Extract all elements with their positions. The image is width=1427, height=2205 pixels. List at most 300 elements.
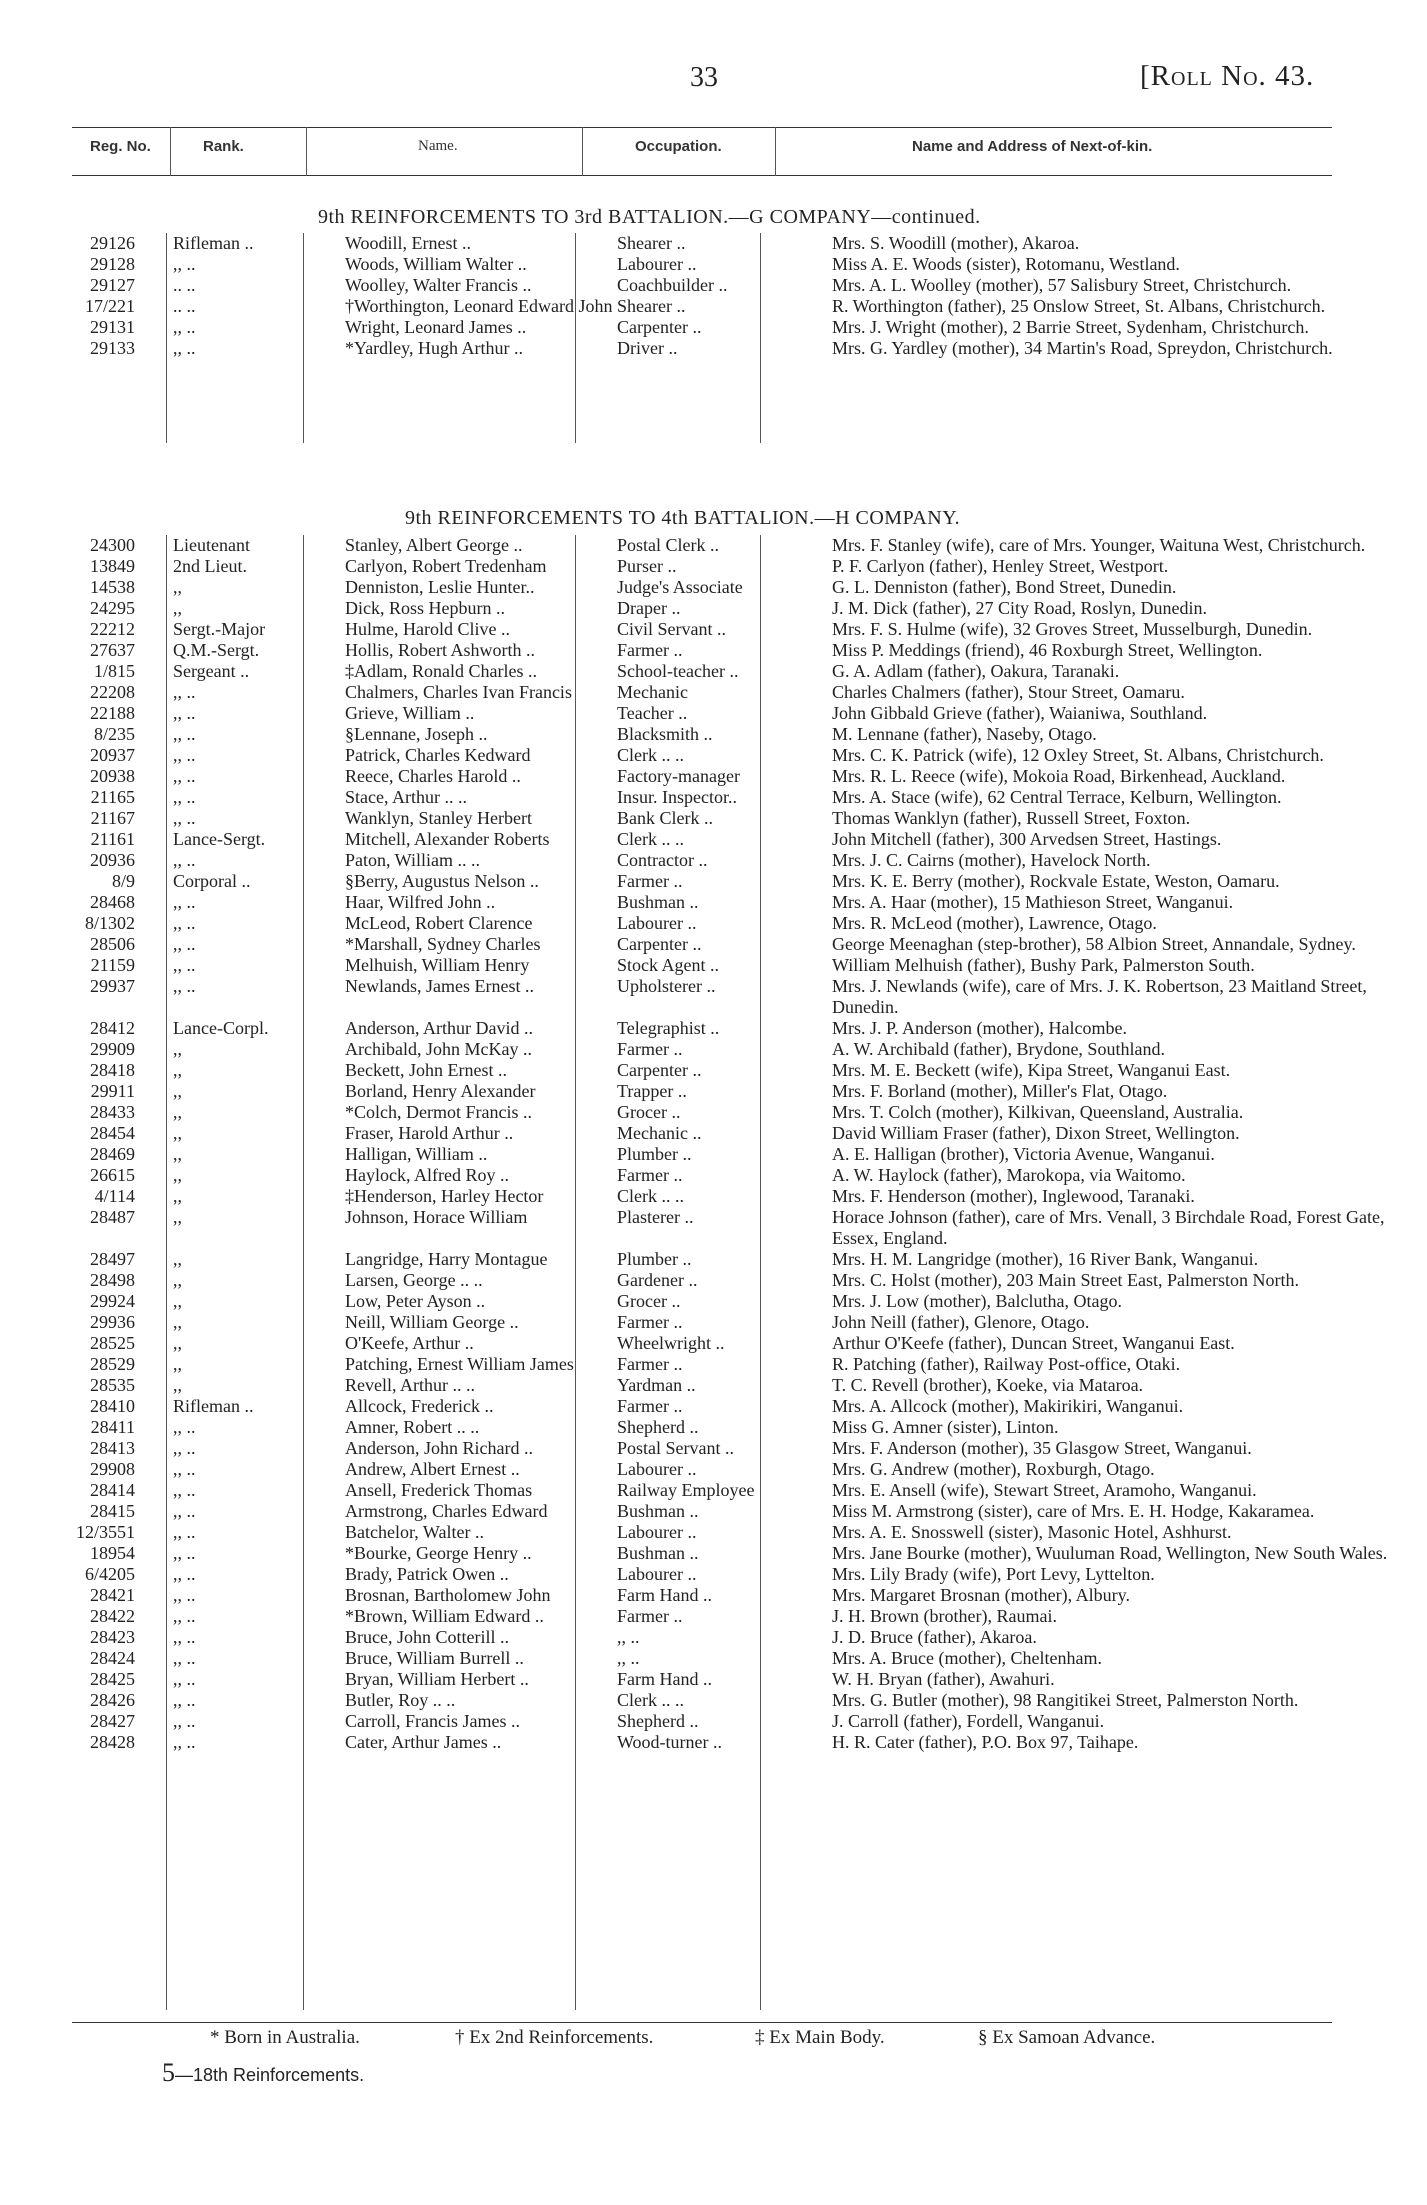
table-row [0,766,1427,787]
table-row [0,1438,1427,1459]
next-of-kin: Charles Chalmers (father), Stour Street, Oamaru. [832,682,1185,702]
next-of-kin: G. L. Denniston (father), Bond Street, Dunedin. [832,577,1177,597]
reg-number: 28422 [90,1606,135,1626]
table-row [0,787,1427,808]
reg-number: 28497 [90,1249,135,1269]
soldier-name: *Colch, Dermot Francis .. [345,1102,532,1122]
rank: ,, [173,1207,182,1227]
next-of-kin: Miss A. E. Woods (sister), Rotomanu, Westland. [832,254,1180,274]
table-row [0,1375,1427,1396]
next-of-kin: John Mitchell (father), 300 Arvedsen Street, Hastings. [832,829,1222,849]
rank: ,, .. [173,1585,196,1605]
rank: ,, [173,1123,182,1143]
rank: ,, [173,1144,182,1164]
occupation: Labourer .. [617,1522,697,1542]
soldier-name: Borland, Henry Alexander [345,1081,536,1101]
occupation: Plumber .. [617,1144,692,1164]
soldier-name: Armstrong, Charles Edward [345,1501,548,1521]
reg-number: 29911 [90,1081,135,1101]
rank: .. .. [173,275,196,295]
soldier-name: Neill, William George .. [345,1312,519,1332]
soldier-name: Anderson, John Richard .. [345,1438,533,1458]
rank: ,, [173,1249,182,1269]
soldier-name: Archibald, John McKay .. [345,1039,532,1059]
soldier-name: Low, Peter Ayson .. [345,1291,486,1311]
column-header-kin: Name and Address of Next-of-kin. [912,138,1153,155]
reg-number: 8/9 [111,871,135,891]
rank: Sergeant .. [173,661,250,681]
rank: Corporal .. [173,871,251,891]
soldier-name: Dick, Ross Hepburn .. [345,598,505,618]
occupation: ,, .. [617,1648,640,1668]
occupation: Bushman .. [617,1543,699,1563]
soldier-name: *Bourke, George Henry .. [345,1543,532,1563]
next-of-kin: M. Lennane (father), Naseby, Otago. [832,724,1097,744]
occupation: Coachbuilder .. [617,275,728,295]
printer-batch-mark [162,2058,364,2088]
table-row [0,1543,1427,1564]
rank: .. .. [173,296,196,316]
reg-number: 28529 [90,1354,135,1374]
next-of-kin: R. Worthington (father), 25 Onslow Street, St. Albans, Christchurch. [832,296,1326,316]
table-row [0,1648,1427,1669]
reg-number: 28424 [90,1648,135,1668]
table-row [0,1186,1427,1207]
reg-number: 28487 [90,1207,135,1227]
reg-number: 28427 [90,1711,135,1731]
table-row [0,1396,1427,1417]
footnote-born-australia: * Born in Australia. [210,2027,360,2048]
occupation: Mechanic .. [617,1123,702,1143]
occupation: Purser .. [617,556,677,576]
rank: ,, [173,1102,182,1122]
table-row [0,850,1427,871]
table-row [0,640,1427,661]
soldier-name: Johnson, Horace William [345,1207,528,1227]
rank: ,, .. [173,317,196,337]
next-of-kin: Mrs. F. Borland (mother), Miller's Flat, Otago. [832,1081,1168,1101]
section-title: 9th REINFORCEMENTS TO 4th BATTALION.—H COMPANY. [405,507,961,529]
next-of-kin: Mrs. R. L. Reece (wife), Mokoia Road, Birkenhead, Auckland. [832,766,1286,786]
reg-number: 12/3551 [75,1522,135,1542]
next-of-kin: John Neill (father), Glenore, Otago. [832,1312,1090,1332]
rank: ,, .. [173,1606,196,1626]
rank: ,, [173,1354,182,1374]
batch-number: 5 [162,2058,175,2087]
rank: ,, .. [173,1564,196,1584]
occupation: Grocer .. [617,1102,681,1122]
occupation: Farmer .. [617,1039,683,1059]
rank: Rifleman .. [173,233,254,253]
rank: ,, [173,1291,182,1311]
next-of-kin: P. F. Carlyon (father), Henley Street, Westport. [832,556,1169,576]
reg-number: 28426 [90,1690,135,1710]
next-of-kin: Miss M. Armstrong (sister), care of Mrs. E. H. Hodge, Kakaramea. [832,1501,1315,1521]
table-row [0,682,1427,703]
next-of-kin: Mrs. M. E. Beckett (wife), Kipa Street, Wanganui East. [832,1060,1231,1080]
rank: Rifleman .. [173,1396,254,1416]
next-of-kin: Mrs. K. E. Berry (mother), Rockvale Estate, Weston, Oamaru. [832,871,1280,891]
next-of-kin: A. E. Halligan (brother), Victoria Avenue, Wanganui. [832,1144,1215,1164]
table-row [0,1606,1427,1627]
occupation: Bank Clerk .. [617,808,713,828]
next-of-kin: Mrs. A. Bruce (mother), Cheltenham. [832,1648,1102,1668]
table-row [0,892,1427,913]
footer-rule [72,2022,1332,2023]
reg-number: 28410 [90,1396,135,1416]
next-of-kin: R. Patching (father), Railway Post-office, Otaki. [832,1354,1181,1374]
table-row [0,661,1427,682]
column-header-occupation: Occupation. [635,138,722,155]
table-row [0,233,1427,254]
occupation: Shepherd .. [617,1417,699,1437]
next-of-kin: J. H. Brown (brother), Raumai. [832,1606,1057,1626]
rank: Lance-Corpl. [173,1018,269,1038]
next-of-kin: Mrs. Jane Bourke (mother), Wuuluman Road, Wellington, New South Wales. [832,1543,1388,1563]
header-divider [582,127,583,176]
soldier-name: Carroll, Francis James .. [345,1711,520,1731]
rank: Lieutenant [173,535,250,555]
next-of-kin: Mrs. T. Colch (mother), Kilkivan, Queensland, Australia. [832,1102,1244,1122]
reg-number: 1/815 [93,661,135,681]
next-of-kin: Thomas Wanklyn (father), Russell Street, Foxton. [832,808,1191,828]
next-of-kin: Mrs. G. Andrew (mother), Roxburgh, Otago. [832,1459,1155,1479]
reg-number: 8/235 [93,724,135,744]
reg-number: 28428 [90,1732,135,1752]
soldier-name: Andrew, Albert Ernest .. [345,1459,520,1479]
next-of-kin: T. C. Revell (brother), Koeke, via Mataroa. [832,1375,1144,1395]
occupation: Clerk .. .. [617,829,684,849]
next-of-kin: Mrs. J. Newlands (wife), care of Mrs. J. K. Robertson, 23 Maitland Street, Dunedin. [832,976,1367,1017]
occupation: Farmer .. [617,640,683,660]
reg-number: 20937 [90,745,135,765]
soldier-name: Amner, Robert .. .. [345,1417,480,1437]
reg-number: 29128 [90,254,135,274]
occupation: Farmer .. [617,1354,683,1374]
soldier-name: O'Keefe, Arthur .. [345,1333,474,1353]
next-of-kin: Arthur O'Keefe (father), Duncan Street, Wanganui East. [832,1333,1235,1353]
rank: ,, .. [173,1501,196,1521]
occupation: Labourer .. [617,254,697,274]
soldier-name: Patrick, Charles Kedward [345,745,531,765]
occupation: Farm Hand .. [617,1585,712,1605]
soldier-name: Grieve, William .. [345,703,475,723]
soldier-name: Stace, Arthur .. .. [345,787,467,807]
rank: ,, [173,1270,182,1290]
next-of-kin: J. M. Dick (father), 27 City Road, Roslyn, Dunedin. [832,598,1207,618]
next-of-kin: Mrs. A. L. Woolley (mother), 57 Salisbury Street, Christchurch. [832,275,1292,295]
next-of-kin: Mrs. A. Stace (wife), 62 Central Terrace, Kelburn, Wellington. [832,787,1282,807]
rank: ,, [173,1186,182,1206]
next-of-kin: Mrs. F. Stanley (wife), care of Mrs. Younger, Waituna West, Christchurch. [832,535,1366,555]
reg-number: 29937 [90,976,135,996]
occupation: Shearer .. [617,233,686,253]
soldier-name: Cater, Arthur James .. [345,1732,502,1752]
next-of-kin: David William Fraser (father), Dixon Street, Wellington. [832,1123,1240,1143]
table-row [0,745,1427,766]
occupation: Postal Clerk .. [617,535,719,555]
section-title: 9th REINFORCEMENTS TO 3rd BATTALION.—G COMPANY—continued. [318,206,981,228]
next-of-kin: Miss P. Meddings (friend), 46 Roxburgh Street, Wellington. [832,640,1263,660]
soldier-name: Batchelor, Walter .. [345,1522,484,1542]
occupation: Shearer .. [617,296,686,316]
rank: ,, .. [173,745,196,765]
table-row [0,829,1427,850]
batch-text: —18th Reinforcements. [175,2065,365,2085]
reg-number: 22212 [90,619,135,639]
occupation: Clerk .. .. [617,1690,684,1710]
table-row [0,1669,1427,1690]
reg-number: 27637 [90,640,135,660]
table-row [0,1081,1427,1102]
next-of-kin: Mrs. F. S. Hulme (wife), 32 Groves Street, Musselburgh, Dunedin. [832,619,1313,639]
rank: ,, .. [173,703,196,723]
table-row [0,1102,1427,1123]
occupation: Labourer .. [617,1564,697,1584]
rank: ,, .. [173,1627,196,1647]
soldier-name: Patching, Ernest William James [345,1354,574,1374]
soldier-name: Wanklyn, Stanley Herbert [345,808,532,828]
rank: ,, .. [173,1711,196,1731]
reg-number: 28421 [90,1585,135,1605]
rank: Lance-Sergt. [173,829,266,849]
soldier-name: Wright, Leonard James .. [345,317,527,337]
next-of-kin: Mrs. J. C. Cairns (mother), Havelock North. [832,850,1151,870]
next-of-kin: Mrs. C. Holst (mother), 203 Main Street East, Palmerston North. [832,1270,1299,1290]
reg-number: 28469 [90,1144,135,1164]
next-of-kin: Mrs. G. Yardley (mother), 34 Martin's Road, Spreydon, Christchurch. [832,338,1333,358]
next-of-kin: Mrs. A. E. Snosswell (sister), Masonic Hotel, Ashhurst. [832,1522,1232,1542]
next-of-kin: Mrs. A. Allcock (mother), Makirikiri, Wanganui. [832,1396,1184,1416]
occupation: Civil Servant .. [617,619,726,639]
soldier-name: Brosnan, Bartholomew John [345,1585,551,1605]
next-of-kin: Mrs. G. Butler (mother), 98 Rangitikei Street, Palmerston North. [832,1690,1299,1710]
occupation: Labourer .. [617,913,697,933]
reg-number: 21159 [90,955,135,975]
occupation: Plumber .. [617,1249,692,1269]
reg-number: 29126 [90,233,135,253]
occupation: Insur. Inspector.. [617,787,737,807]
soldier-name: Mitchell, Alexander Roberts [345,829,550,849]
reg-number: 28418 [90,1060,135,1080]
occupation: Carpenter .. [617,1060,702,1080]
reg-number: 28413 [90,1438,135,1458]
next-of-kin: Mrs. J. Wright (mother), 2 Barrie Street, Sydenham, Christchurch. [832,317,1309,337]
column-header-name: Name. [418,138,458,154]
reg-number: 8/1302 [84,913,135,933]
reg-number: 28411 [90,1417,135,1437]
footnote-ex-2nd: † Ex 2nd Reinforcements. [455,2027,654,2048]
rank: ,, .. [173,976,196,996]
rank: ,, .. [173,766,196,786]
occupation: Labourer .. [617,1459,697,1479]
table-row [0,1039,1427,1060]
occupation: Factory-manager [617,766,740,786]
table-row [0,934,1427,955]
soldier-name: Revell, Arthur .. .. [345,1375,475,1395]
reg-number: 28506 [90,934,135,954]
reg-number: 28412 [90,1018,135,1038]
soldier-name: Larsen, George .. .. [345,1270,483,1290]
rank: ,, .. [173,808,196,828]
rank: ,, .. [173,254,196,274]
reg-number: 13849 [90,556,135,576]
occupation: Teacher .. [617,703,688,723]
reg-number: 28535 [90,1375,135,1395]
reg-number: 20938 [90,766,135,786]
soldier-name: Butler, Roy .. .. [345,1690,456,1710]
rank: ,, [173,1333,182,1353]
rank: ,, [173,577,182,597]
occupation: Bushman .. [617,1501,699,1521]
soldier-name: Haylock, Alfred Roy .. [345,1165,509,1185]
footnote-ex-samoan: § Ex Samoan Advance. [978,2027,1156,2048]
occupation: Contractor .. [617,850,708,870]
rank: ,, .. [173,724,196,744]
reg-number: 18954 [90,1543,135,1563]
soldier-name: Reece, Charles Harold .. [345,766,521,786]
soldier-name: Anderson, Arthur David .. [345,1018,533,1038]
soldier-name: ‡Henderson, Harley Hector [345,1186,544,1206]
rank: ,, .. [173,1690,196,1710]
soldier-name: *Brown, William Edward .. [345,1606,544,1626]
soldier-name: Ansell, Frederick Thomas [345,1480,533,1500]
table-row [0,1270,1427,1291]
reg-number: 14538 [90,577,135,597]
reg-number: 21165 [90,787,135,807]
reg-number: 28454 [90,1123,135,1143]
next-of-kin: Mrs. J. Low (mother), Balclutha, Otago. [832,1291,1122,1311]
table-row [0,913,1427,934]
table-row [0,254,1427,275]
table-row [0,1522,1427,1543]
reg-number: 28415 [90,1501,135,1521]
occupation: Gardener .. [617,1270,698,1290]
table-row [0,1018,1427,1039]
next-of-kin: Mrs. E. Ansell (wife), Stewart Street, Aramoho, Wanganui. [832,1480,1257,1500]
next-of-kin: Mrs. F. Anderson (mother), 35 Glasgow Street, Wanganui. [832,1438,1252,1458]
next-of-kin: H. R. Cater (father), P.O. Box 97, Taihape. [832,1732,1139,1752]
reg-number: 29936 [90,1312,135,1332]
table-row [0,871,1427,892]
table-row [0,317,1427,338]
reg-number: 28433 [90,1102,135,1122]
column-header-rank: Rank. [203,138,244,155]
roll-number: [Roll No. 43. [1140,60,1315,92]
reg-number: 29909 [90,1039,135,1059]
rank: ,, .. [173,913,196,933]
next-of-kin: Mrs. Margaret Brosnan (mother), Albury. [832,1585,1130,1605]
soldier-name: Hollis, Robert Ashworth .. [345,640,536,660]
rank: ,, .. [173,1459,196,1479]
table-row [0,1480,1427,1501]
soldier-name: Melhuish, William Henry [345,955,530,975]
rank: Q.M.-Sergt. [173,640,260,660]
header-divider [306,127,307,176]
reg-number: 21161 [90,829,135,849]
next-of-kin: Mrs. A. Haar (mother), 15 Mathieson Street, Wanganui. [832,892,1234,912]
table-row [0,296,1427,317]
table-row [0,556,1427,577]
reg-number: 28498 [90,1270,135,1290]
table-row [0,1585,1427,1606]
soldier-name: Bruce, William Burrell .. [345,1648,524,1668]
rank: ,, [173,1165,182,1185]
occupation: Driver .. [617,338,678,358]
next-of-kin: William Melhuish (father), Bushy Park, Palmerston South. [832,955,1255,975]
occupation: Upholsterer .. [617,976,716,996]
page-number: 33 [690,62,718,93]
rank: ,, .. [173,338,196,358]
occupation: Stock Agent .. [617,955,719,975]
occupation: Railway Employee [617,1480,755,1500]
table-row [0,1249,1427,1270]
header-top-rule [72,127,1332,128]
reg-number: 28525 [90,1333,135,1353]
section-rows [0,233,1427,359]
table-row [0,1627,1427,1648]
reg-number: 28468 [90,892,135,912]
next-of-kin: Mrs. F. Henderson (mother), Inglewood, Taranaki. [832,1186,1195,1206]
soldier-name: Denniston, Leslie Hunter.. [345,577,535,597]
reg-number: 29133 [90,338,135,358]
soldier-name: Woodill, Ernest .. [345,233,472,253]
occupation: Telegraphist .. [617,1018,720,1038]
table-row [0,1501,1427,1522]
next-of-kin: Mrs. H. M. Langridge (mother), 16 River Bank, Wanganui. [832,1249,1259,1269]
soldier-name: Woods, William Walter .. [345,254,527,274]
soldier-name: Langridge, Harry Montague [345,1249,548,1269]
soldier-name: ‡Adlam, Ronald Charles .. [345,661,537,681]
occupation: Blacksmith .. [617,724,713,744]
reg-number: 21167 [90,808,135,828]
rank: ,, .. [173,1732,196,1752]
rank: ,, .. [173,934,196,954]
rank: ,, .. [173,1438,196,1458]
soldier-name: Brady, Patrick Owen .. [345,1564,509,1584]
rank: ,, [173,598,182,618]
soldier-name: §Lennane, Joseph .. [345,724,488,744]
next-of-kin: A. W. Haylock (father), Marokopa, via Waitomo. [832,1165,1186,1185]
rank: ,, [173,1060,182,1080]
occupation: Trapper .. [617,1081,687,1101]
next-of-kin: J. Carroll (father), Fordell, Wanganui. [832,1711,1105,1731]
header-bottom-rule [72,175,1332,176]
reg-number: 22208 [90,682,135,702]
rank: ,, [173,1312,182,1332]
reg-number: 29924 [90,1291,135,1311]
table-row [0,338,1427,359]
rank: Sergt.-Major [173,619,266,639]
reg-number: 24295 [90,598,135,618]
occupation: Farmer .. [617,1312,683,1332]
occupation: Postal Servant .. [617,1438,734,1458]
reg-number: 28423 [90,1627,135,1647]
next-of-kin: Mrs. Lily Brady (wife), Port Levy, Lyttelton. [832,1564,1155,1584]
soldier-name: Allcock, Frederick .. [345,1396,494,1416]
next-of-kin: Mrs. S. Woodill (mother), Akaroa. [832,233,1080,253]
occupation: Draper .. [617,598,681,618]
rank: ,, .. [173,955,196,975]
table-row [0,1417,1427,1438]
table-row [0,1207,1427,1249]
section-rows [0,535,1427,1753]
table-row [0,1711,1427,1732]
column-header-reg: Reg. No. [90,138,151,155]
table-row [0,619,1427,640]
occupation: Farmer .. [617,1165,683,1185]
soldier-name: Beckett, John Ernest .. [345,1060,507,1080]
